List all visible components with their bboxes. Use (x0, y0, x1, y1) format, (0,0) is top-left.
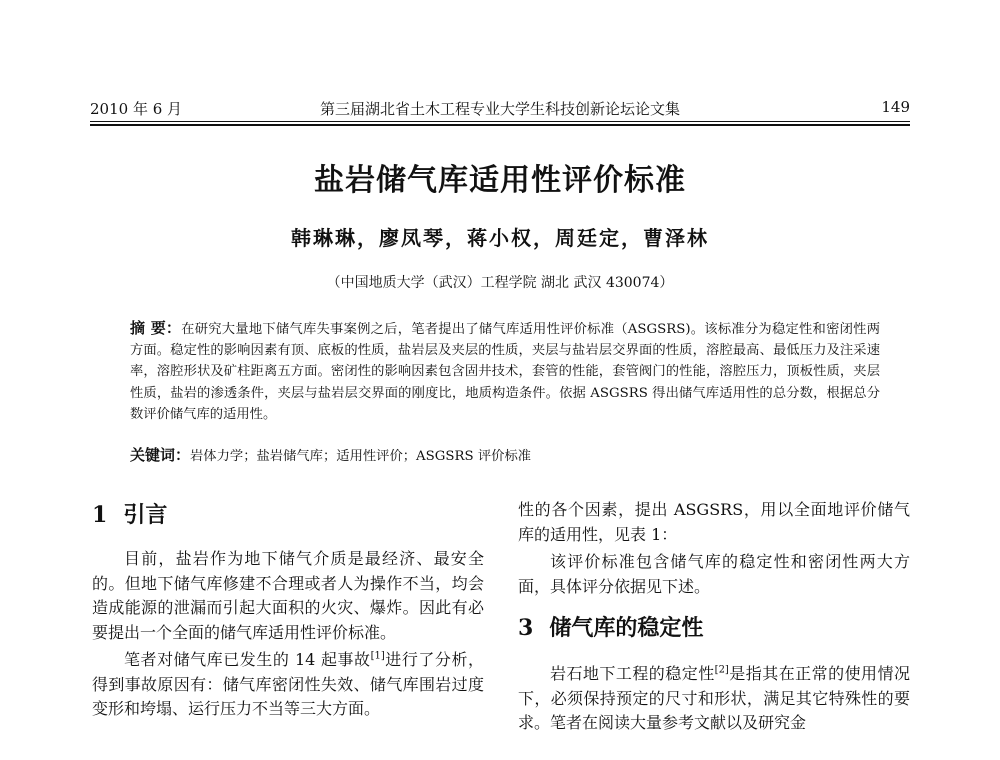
affiliation: （中国地质大学（武汉）工程学院 湖北 武汉 430074） (326, 275, 674, 291)
header-journal-title: 第三届湖北省土木工程专业大学生科技创新论坛论文集 (319, 100, 680, 118)
paragraph-text: 岩石地下工程的稳定性 (550, 664, 715, 683)
paragraph-text: 进行了分析，得到事故原因有：储气库密闭性失效、储气库围岩过度变形和垮塌、运行压力不当等三大方面。 (92, 650, 484, 718)
keywords-text: 岩体力学；盐岩储气库；适用性评价；ASGSRS 评价标准 (190, 449, 532, 464)
section-number: 1 (92, 502, 108, 528)
paragraph (92, 648, 484, 722)
paragraph: 目前，盐岩作为地下储气介质是最经济、最安全的。但地下储气库修建不合理或者人为操作不当，均会造成能源的泄漏而引起大面积的火灾、爆炸。因此有必要提出一个全面的储气库适用性评价标准。 (92, 549, 484, 642)
header-page-number: 149 (881, 98, 910, 116)
section-title: 引言 (123, 503, 168, 528)
section-heading-stability (518, 613, 910, 644)
right-column (518, 498, 910, 736)
paragraph: 性的各个因素，提出 ASGSRS，用以全面地评价储气库的适用性，见表 1： (518, 500, 910, 544)
paragraph-text: 是指其在正常的使用情况下，必须保持预定的尺寸和形状，满足其它特殊性的要求。笔者在阅读大量参考文献以及研究金 (518, 664, 910, 732)
author-list: 韩琳琳，廖凤琴，蒋小权，周廷定，曹泽林 (291, 226, 709, 250)
abstract (130, 318, 880, 425)
citation-ref: [1] (370, 650, 385, 662)
paragraph-text: 笔者对储气库已发生的 14 起事故 (124, 650, 371, 669)
left-column (92, 500, 484, 722)
header-date: 2010 年 6 月 (90, 100, 183, 118)
citation-ref: [2] (714, 664, 729, 676)
section-number: 3 (518, 615, 534, 641)
header-rule-thin (90, 121, 910, 122)
keywords-label: 关键词： (130, 446, 191, 464)
paper-title: 盐岩储气库适用性评价标准 (314, 163, 686, 198)
running-header (90, 98, 910, 118)
paragraph (518, 662, 910, 736)
header-rule-thick (90, 124, 910, 126)
keywords (130, 445, 880, 467)
section-title: 储气库的稳定性 (549, 616, 704, 641)
section-heading-introduction (92, 500, 484, 531)
abstract-text: 在研究大量地下储气库失事案例之后，笔者提出了储气库适用性评价标准（ASGSRS)。该标准分为稳定性和密闭性两方面。稳定性的影响因素有顶、底板的性质，盐岩层及夹层的性质，夹层与盐岩层交界面的性质，溶腔最高、最低压力及注采速率，溶腔形状及矿柱距离五方面。密闭性的影响因素包含固井技术，套管的性能，套管阀门的性能，溶腔压力，顶板性质，夹层性质，盐岩的渗透条件，夹层与盐岩层交界面的刚度比，地质构造条件。依据 ASGSRS 得出储气库适用性的总分数，根据总分数评价储气库的适用性。 (130, 322, 880, 422)
abstract-label: 摘 要： (130, 319, 182, 337)
paragraph: 该评价标准包含储气库的稳定性和密闭性两大方面，具体评分依据见下述。 (518, 552, 910, 596)
